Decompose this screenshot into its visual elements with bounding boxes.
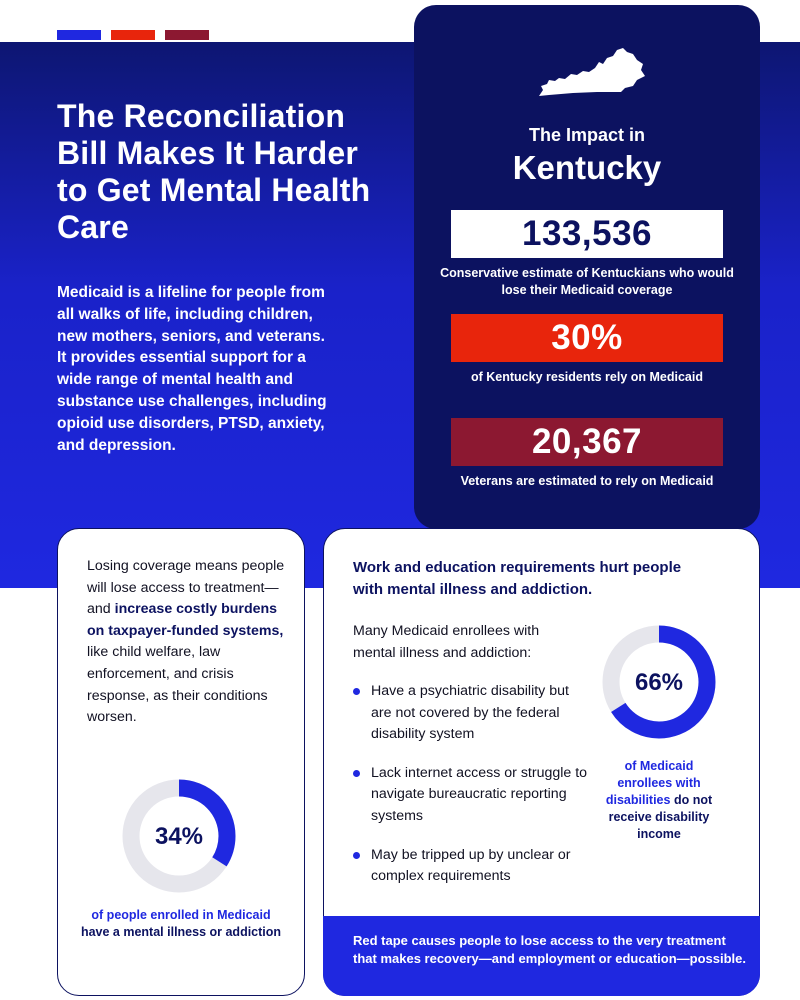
requirements-list bbox=[353, 681, 593, 905]
list-item: May be tripped up by unclear or complex requirements bbox=[353, 845, 593, 888]
left-card-emphasis: increase costly burdens on taxpayer-funded systems, bbox=[87, 601, 284, 639]
bullet-icon bbox=[353, 852, 360, 859]
bullet-icon bbox=[353, 688, 360, 695]
intro-paragraph: Medicaid is a lifeline for people from all walks of life, including children, new mothers, seniors, and veterans. It provides essential support for a wide range of mental health and substance use challenges, including opioid use disorders, PTSD, anxiety, and depression. bbox=[57, 284, 327, 454]
donut-chart-34 bbox=[122, 779, 236, 893]
bullet-icon bbox=[353, 770, 360, 777]
kentucky-map-icon bbox=[537, 46, 647, 100]
stat-residents-value: 30% bbox=[451, 314, 723, 362]
stat-coverage-loss-value: 133,536 bbox=[451, 210, 723, 258]
accent-bar-maroon bbox=[165, 30, 209, 40]
stat-residents-caption: of Kentucky residents rely on Medicaid bbox=[470, 370, 703, 384]
left-card-text: Losing coverage means people will lose access to treatment—and increase costly burdens on taxpayer-funded systems, like child welfare, law enforcement, and crisis response, as their conditions worsen. bbox=[87, 558, 285, 726]
list-item: Have a psychiatric disability but are not covered by the federal disability system bbox=[353, 681, 593, 746]
donut-chart-66 bbox=[602, 625, 716, 739]
list-item: Lack internet access or struggle to navigate bureaucratic reporting systems bbox=[353, 763, 593, 828]
right-card-intro: Many Medicaid enrollees with mental illness and addiction: bbox=[353, 623, 540, 661]
donut-label-66: 66% bbox=[634, 669, 684, 696]
page-title: The Reconciliation Bill Makes It Harder to Get Mental Health Care bbox=[57, 98, 371, 245]
stat-coverage-loss-caption: Conservative estimate of Kentuckians who would lose their Medicaid coverage bbox=[440, 266, 734, 297]
impact-heading: The Impact in bbox=[528, 125, 645, 145]
donut-label-34: 34% bbox=[154, 823, 204, 850]
stat-veterans-value: 20,367 bbox=[451, 418, 723, 466]
accent-bar-red bbox=[111, 30, 155, 40]
right-card-heading: Work and education requirements hurt people with mental illness and addiction. bbox=[353, 559, 682, 598]
footer-text: Red tape causes people to lose access to the very treatment that makes recovery—and employment or education—possible. bbox=[353, 933, 747, 966]
stat-veterans-caption: Veterans are estimated to rely on Medicaid bbox=[460, 474, 714, 488]
accent-bar-blue bbox=[57, 30, 101, 40]
impact-state-name: Kentucky bbox=[512, 149, 662, 186]
right-card-caption: of Medicaid enrollees with disabilities do not receive disability income bbox=[605, 759, 713, 841]
left-card-caption: of people enrolled in Medicaid have a mental illness or addiction bbox=[80, 908, 282, 939]
